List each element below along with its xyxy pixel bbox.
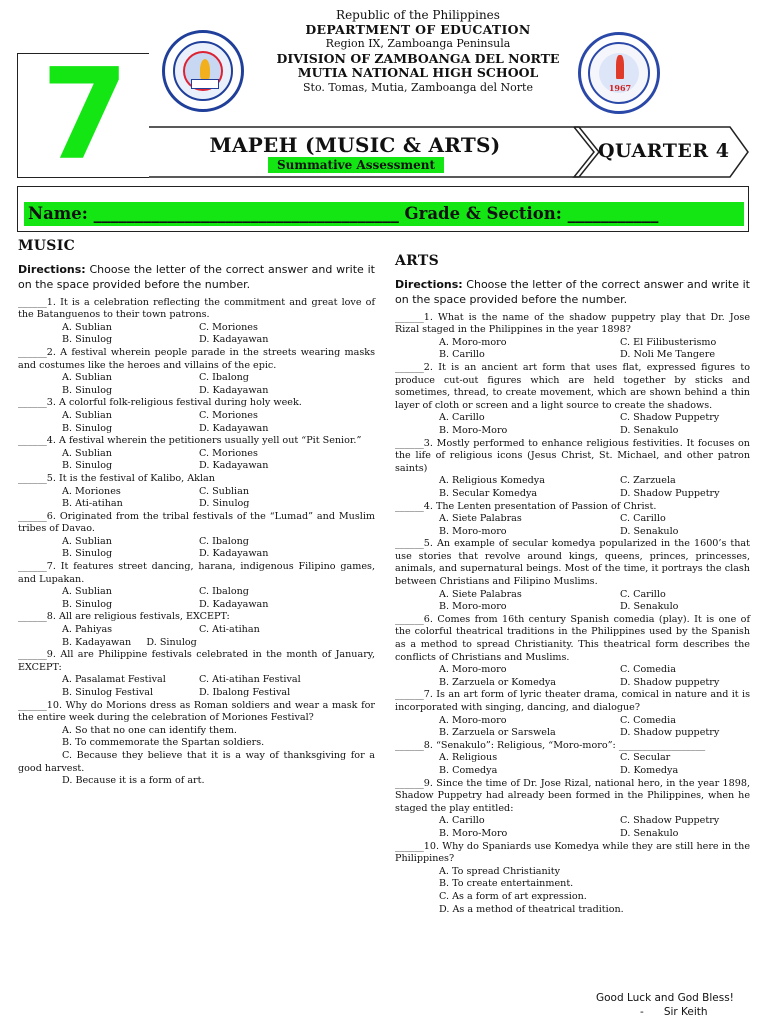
- arts-q9-option-d: D. Senakulo: [620, 827, 679, 839]
- letterhead: [250, 8, 586, 95]
- arts-q10-option-a: A. To spread Christianity: [439, 865, 561, 877]
- arts-q6-option-c: C. Comedia: [620, 664, 676, 676]
- music-q9-option-a: A. Pasalamat Festival: [62, 674, 166, 686]
- music-q5-option-b: B. Ati-atihan: [62, 498, 123, 510]
- music-q6-option-c: C. Ibalong: [199, 535, 249, 547]
- music-q10-option-d: D. Because it is a form of art.: [62, 775, 205, 787]
- arts-q8-option-b: B. Comedya: [439, 764, 498, 776]
- region-line: Region IX, Zamboanga Peninsula: [325, 37, 511, 50]
- arts-q2-option-d: D. Senakulo: [620, 424, 679, 436]
- music-q3-option-b: B. Sinulog: [62, 422, 113, 434]
- music-q5-option-c: C. Sublian: [199, 485, 250, 497]
- arts-q7-option-c: C. Comedia: [620, 714, 676, 726]
- music-q2-option-d: D. Kadayawan: [199, 384, 269, 396]
- arts-q3-option-c: C. Zarzuela: [620, 475, 676, 487]
- music-q3-option-a: A. Sublian: [62, 409, 112, 421]
- arts-q1-option-d: D. Noli Me Tangere: [620, 349, 715, 361]
- arts-q5-option-a: A. Siete Palabras: [439, 588, 522, 600]
- music-q2-option-c: C. Ibalong: [199, 372, 249, 384]
- music-q10-option-b: B. To commemorate the Spartan soldiers.: [62, 737, 265, 749]
- arts-q4-option-b: B. Moro-moro: [439, 525, 507, 537]
- arts-q4[interactable]: ______4. The Lenten presentation of Passion of Christ.: [395, 500, 657, 512]
- music-q9-option-d: D. Ibalong Festival: [199, 687, 291, 698]
- arts-q6-option-d: D. Shadow puppetry: [620, 676, 720, 688]
- music-q3-option-c: C. Moriones: [199, 409, 258, 421]
- music-q2[interactable]: ______2. A festival wherein people parade in the streets wearing masks and costumes like the heroes and villains of the epic.: [18, 346, 375, 371]
- music-q3-option-d: D. Kadayawan: [199, 422, 269, 434]
- arts-q8-option-d: D. Komedya: [620, 764, 679, 776]
- music-q9[interactable]: ______9. All are Philippine festivals celebrated in the month of January, EXCEPT:: [18, 649, 375, 673]
- arts-q10-option-d: D. As a method of theatrical tradition.: [439, 903, 624, 915]
- arts-q5-option-d: D. Senakulo: [620, 601, 679, 613]
- music-q2-option-a: A. Sublian: [62, 372, 112, 384]
- music-q6-option-d: D. Kadayawan: [199, 548, 269, 560]
- address-line: Sto. Tomas, Mutia, Zamboanga del Norte: [303, 80, 533, 94]
- music-q2-option-b: B. Sinulog: [62, 384, 113, 396]
- music-q5[interactable]: ______5. It is the festival of Kalibo, Aklan: [18, 472, 215, 484]
- arts-q9-option-c: C. Shadow Puppetry: [620, 815, 720, 827]
- music-q7-option-b: B. Sinulog: [62, 598, 113, 610]
- music-q4[interactable]: ______4. A festival wherein the petitioners usually yell out “Pit Senior.”: [18, 435, 362, 447]
- arts-q9-option-b: B. Moro-Moro: [439, 827, 508, 839]
- music-q1-option-a: A. Sublian: [62, 321, 112, 333]
- arts-q6[interactable]: ______6. Comes from 16th century Spanish comedia (play). It is one of the colorful theatrical traditions in the Philippines used by the Spanish as a method to spread Christianity. This theatrical form describes the conflicts of Christians and Muslims.: [395, 613, 750, 663]
- music-q6[interactable]: ______6. Originated from the tribal festivals of the “Lumad” and Muslim tribes of Davao.: [18, 510, 375, 535]
- music-q4-option-c: C. Moriones: [199, 447, 258, 459]
- music-title: MUSIC: [18, 238, 76, 254]
- arts-q4-option-a: A. Siete Palabras: [439, 513, 522, 525]
- arts-q3[interactable]: ______3. Mostly performed to enhance religious festivities. It focuses on the life of religious icons (Jesus Christ, St. Michael, and other patron saints): [395, 437, 750, 474]
- mnhs-seal-logo: [578, 32, 660, 114]
- music-q1-option-c: C. Moriones: [199, 321, 258, 333]
- arts-section: [395, 255, 750, 916]
- seal-year: 1967: [608, 83, 632, 93]
- republic-line: Republic of the Philippines: [336, 8, 500, 22]
- arts-q9[interactable]: ______9. Since the time of Dr. Jose Rizal, national hero, in the year 1898, Shadow Puppetry had already been formed in the Philippines, when he staged the play entitled:: [395, 777, 750, 814]
- music-q9-option-c: C. Ati-atihan Festival: [199, 674, 301, 686]
- arts-q4-option-c: C. Carillo: [620, 513, 666, 525]
- division-line: DIVISION OF ZAMBOANGA DEL NORTE: [276, 50, 560, 66]
- music-q4-option-b: B. Sinulog: [62, 460, 113, 472]
- music-q1-option-d: D. Kadayawan: [199, 334, 269, 346]
- deped-seal-logo: [162, 30, 244, 112]
- school-line: MUTIA NATIONAL HIGH SCHOOL: [297, 65, 539, 80]
- arts-q2[interactable]: ______2. It is an ancient art form that uses flat, expressed figures to produce cut-out figures which are held together by sticks and sometimes, thread, to create movement, which are shown behind a thin layer of cloth or screen and a light source to create the shadows.: [395, 361, 750, 411]
- music-q7-option-c: C. Ibalong: [199, 586, 249, 598]
- name-grade-section-field[interactable]: Name: _____________________________________ Grade & Section: ___________: [24, 202, 744, 226]
- arts-q4-option-d: D. Senakulo: [620, 525, 679, 537]
- closing-greeting: Good Luck and God Bless!: [596, 992, 734, 1004]
- music-q7-option-a: A. Sublian: [62, 586, 112, 598]
- music-q5-option-a: A. Moriones: [62, 485, 121, 497]
- arts-q8-option-a: A. Religious: [439, 752, 498, 764]
- arts-q7-option-a: A. Moro-moro: [439, 714, 507, 726]
- arts-q2-option-b: B. Moro-Moro: [439, 424, 508, 436]
- music-q10-option-a: A. So that no one can identify them.: [62, 724, 237, 736]
- subject-title: MAPEH (MUSIC & ARTS): [209, 133, 501, 157]
- arts-q1-option-a: A. Moro-moro: [439, 336, 507, 348]
- arts-title: ARTS: [395, 253, 439, 269]
- music-q8[interactable]: ______8. All are religious festivals, EXCEPT:: [18, 611, 230, 623]
- arts-q10[interactable]: ______10. Why do Spaniards use Komedya while they are still here in the Philippines?: [395, 840, 750, 865]
- music-section: [18, 240, 375, 788]
- department-line: DEPARTMENT OF EDUCATION: [305, 21, 531, 37]
- grade-number: 7: [41, 41, 129, 188]
- arts-q8[interactable]: ______8. “Senakulo”: Religious, “Moro-moro”: __________________: [395, 739, 706, 751]
- music-q10[interactable]: ______10. Why do Morions dress as Roman soldiers and wear a mask for the entire week during the celebration of Moriones Festival?: [18, 699, 375, 724]
- music-directions: Directions: Choose the letter of the correct answer and write it on the space provided before the number.: [18, 262, 375, 291]
- arts-q6-option-a: A. Moro-moro: [439, 664, 507, 676]
- music-q10-option-c: C. Because they believe that it is a way of thanksgiving for a good harvest.: [18, 749, 375, 774]
- music-q1[interactable]: ______1. It is a celebration reflecting the commitment and great love of the Batanguenos to their town patrons.: [18, 296, 375, 321]
- music-q8-option-a: A. Pahiyas: [62, 624, 113, 636]
- music-q5-option-d: D. Sinulog: [199, 498, 250, 510]
- arts-q9-option-a: A. Carillo: [439, 815, 485, 827]
- arts-q8-option-c: C. Secular: [620, 752, 671, 764]
- music-q4-option-d: D. Kadayawan: [199, 460, 269, 472]
- arts-q5[interactable]: ______5. An example of secular komedya popularized in the 1600’s that use stories that revolve around kings, queens, princes, princesses, animals, and supernatural beings. Most of the time, it portrays the clash between Christians and Filipino Muslims.: [395, 538, 750, 588]
- arts-q3-option-d: D. Shadow Puppetry: [620, 487, 720, 499]
- music-q7-option-d: D. Kadayawan: [199, 598, 269, 610]
- arts-q1-option-c: C. El Filibusterismo: [620, 336, 717, 348]
- quarter-label: QUARTER 4: [598, 140, 730, 162]
- arts-directions: Directions: Choose the letter of the correct answer and write it on the space provided before the number.: [395, 277, 750, 306]
- arts-q1[interactable]: ______1. What is the name of the shadow puppetry play that Dr. Jose Rizal staged in the Philippines in the year 1898?: [395, 311, 750, 336]
- arts-q10-option-b: B. To create entertainment.: [439, 878, 574, 890]
- music-q8-option-c: C. Ati-atihan: [199, 624, 260, 636]
- music-q8-option-bd: B. Kadayawan D. Sinulog: [62, 636, 197, 648]
- teacher-signature: - Sir Keith: [640, 1006, 708, 1018]
- arts-q7[interactable]: ______7. Is an art form of lyric theater drama, comical in nature and it is incorporated with singing, dancing, and dialogue?: [395, 689, 750, 713]
- arts-q5-option-b: B. Moro-moro: [439, 601, 507, 613]
- arts-q3-option-b: B. Secular Komedya: [439, 487, 538, 499]
- arts-q2-option-c: C. Shadow Puppetry: [620, 412, 720, 424]
- arts-q6-option-b: B. Zarzuela or Komedya: [439, 676, 557, 688]
- arts-q7-option-d: D. Shadow puppetry: [620, 727, 720, 739]
- music-q6-option-a: A. Sublian: [62, 535, 112, 547]
- assessment-label: Summative Assessment: [268, 157, 444, 173]
- music-q3[interactable]: ______3. A colorful folk-religious festival during holy week.: [18, 397, 302, 409]
- music-q1-option-b: B. Sinulog: [62, 334, 113, 346]
- arts-q3-option-a: A. Religious Komedya: [439, 475, 545, 487]
- arts-q1-option-b: B. Carillo: [439, 349, 485, 361]
- arts-q10-option-c: C. As a form of art expression.: [439, 890, 587, 902]
- music-q6-option-b: B. Sinulog: [62, 548, 113, 560]
- arts-q2-option-a: A. Carillo: [439, 412, 485, 424]
- music-q4-option-a: A. Sublian: [62, 447, 112, 459]
- music-q7[interactable]: ______7. It features street dancing, harana, indigenous Filipino games, and Lupakan.: [18, 561, 375, 585]
- arts-q7-option-b: B. Zarzuela or Sarswela: [439, 727, 556, 739]
- music-q9-option-b: B. Sinulog Festival: [62, 687, 154, 698]
- arts-q5-option-c: C. Carillo: [620, 588, 666, 600]
